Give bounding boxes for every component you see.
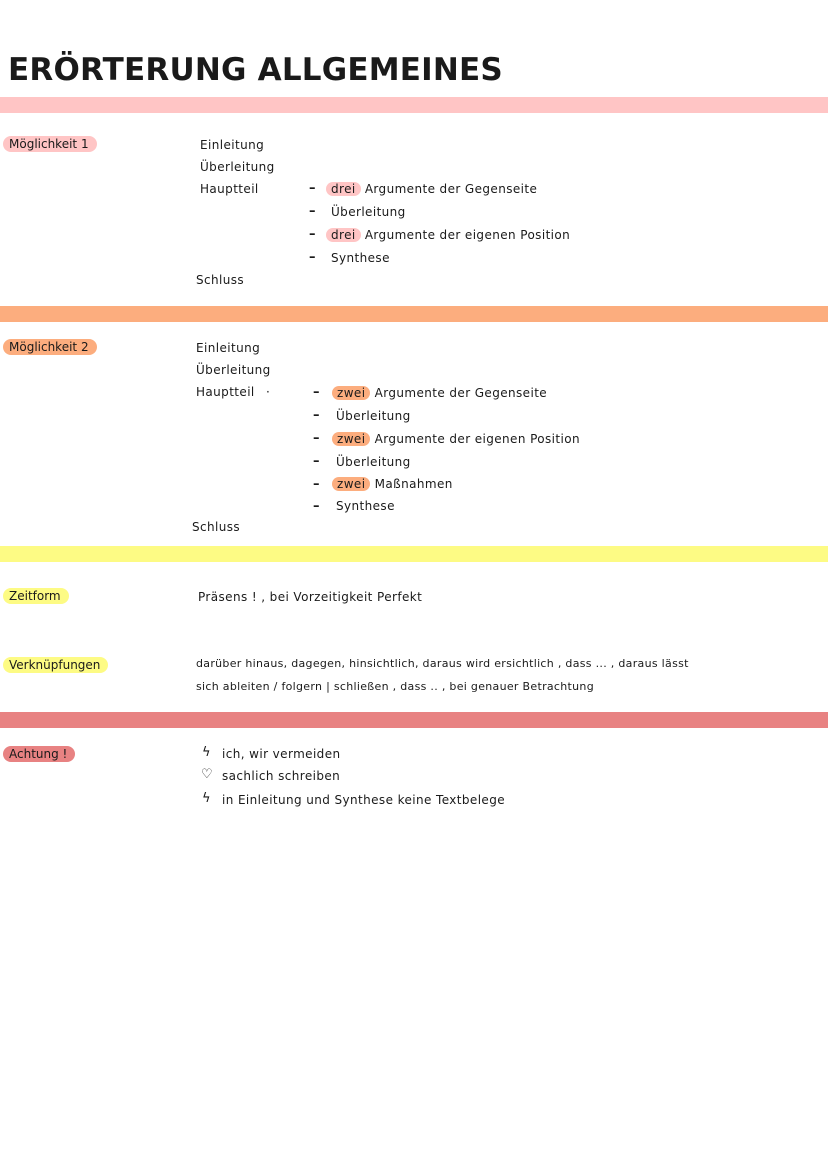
item-ueberleitung: Überleitung <box>196 363 271 377</box>
step-item <box>332 431 580 447</box>
zeitform-text: Präsens ! , bei Vorzeitigkeit Perfekt <box>198 590 423 604</box>
step-text: Überleitung <box>331 205 406 219</box>
step-text: Synthese <box>336 499 395 513</box>
divider-band-orange <box>0 306 828 322</box>
step-dash: – <box>309 250 316 265</box>
step-dash: – <box>313 431 320 446</box>
divider-band-pink <box>0 97 828 113</box>
heart-icon: ♡ <box>201 767 213 782</box>
divider-band-red <box>0 712 828 728</box>
step-item <box>336 498 395 514</box>
step-item <box>336 408 411 424</box>
divider-band-yellow <box>0 546 828 562</box>
achtung-item: in Einleitung und Synthese keine Textbelege <box>222 793 506 807</box>
count-badge: zwei <box>332 386 370 400</box>
item-schluss: Schluss <box>192 520 241 534</box>
achtung-item: sachlich schreiben <box>222 769 341 783</box>
item-schluss: Schluss <box>196 273 245 287</box>
step-item <box>332 385 547 401</box>
step-text: Argumente der eigenen Position <box>374 432 580 446</box>
count-badge: drei <box>326 182 361 196</box>
step-dash: – <box>313 385 320 400</box>
verknuepfungen-line-1: darüber hinaus, dagegen, hinsichtlich, daraus wird ersichtlich , dass ... , daraus lässt <box>196 657 689 670</box>
section-label-achtung: Achtung ! <box>3 746 75 762</box>
step-text: Überleitung <box>336 455 411 469</box>
item-einleitung: Einleitung <box>196 341 261 355</box>
step-item <box>331 204 406 220</box>
lightning-icon: ϟ <box>202 745 211 760</box>
step-dash: – <box>309 227 316 242</box>
lightning-icon: ϟ <box>202 791 211 806</box>
count-badge: drei <box>326 228 361 242</box>
count-badge: zwei <box>332 432 370 446</box>
verknuepfungen-line-2: sich ableiten / folgern | schließen , dass .. , bei genauer Betrachtung <box>196 680 594 693</box>
step-dash: – <box>313 477 320 492</box>
page-title: ERÖRTERUNG ALLGEMEINES <box>8 52 503 88</box>
section-label-moeglichkeit-2: Möglichkeit 2 <box>3 339 97 355</box>
step-text: Argumente der eigenen Position <box>364 228 571 242</box>
step-dash: – <box>313 454 320 469</box>
step-item <box>332 476 453 492</box>
item-einleitung: Einleitung <box>200 138 265 152</box>
step-dash: – <box>309 181 316 196</box>
item-hauptteil: Hauptteil <box>196 385 255 399</box>
step-item <box>326 181 537 197</box>
step-text: Argumente der Gegenseite <box>374 386 548 400</box>
hauptteil-dot: · <box>266 385 271 399</box>
item-hauptteil: Hauptteil <box>200 182 259 196</box>
achtung-item: ich, wir vermeiden <box>222 747 341 761</box>
item-ueberleitung: Überleitung <box>200 160 275 174</box>
step-item <box>326 227 570 243</box>
step-dash: – <box>309 204 316 219</box>
step-text: Überleitung <box>336 409 411 423</box>
step-item <box>331 250 390 266</box>
section-label-moeglichkeit-1: Möglichkeit 1 <box>3 136 97 152</box>
count-badge: zwei <box>332 477 370 491</box>
section-label-verknuepfungen: Verknüpfungen <box>3 657 108 673</box>
step-text: Maßnahmen <box>374 477 453 491</box>
step-text: Synthese <box>331 251 390 265</box>
step-dash: – <box>313 499 320 514</box>
section-label-zeitform: Zeitform <box>3 588 69 604</box>
step-dash: – <box>313 408 320 423</box>
step-item <box>336 454 411 470</box>
step-text: Argumente der Gegenseite <box>364 182 538 196</box>
